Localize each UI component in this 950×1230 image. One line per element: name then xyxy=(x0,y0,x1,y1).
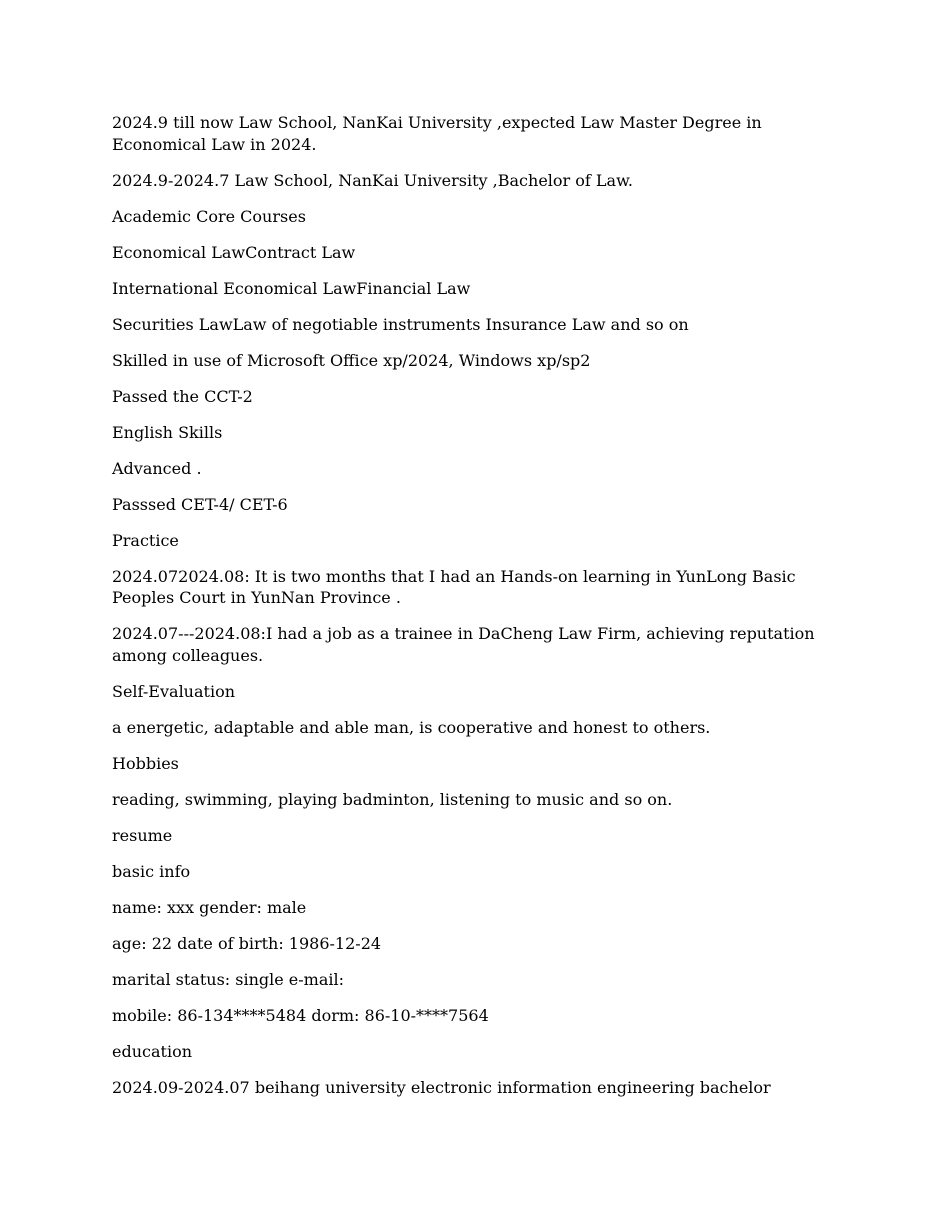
education-current: 2024.9 till now Law School, NanKai University ,expected Law Master Degree in Economical Law in 2024. xyxy=(112,113,762,154)
hobbies-text: reading, swimming, playing badminton, listening to music and so on. xyxy=(112,789,673,809)
basic-info-line: age: 22 date of birth: 1986-12-24 xyxy=(112,933,382,953)
basic-info-line: name: xxx gender: male xyxy=(112,897,307,917)
practice-item: 2024.072024.08: It is two months that I had an Hands-on learning in YunLong Basic Peoples Court in YunNan Province . xyxy=(112,566,796,607)
section-heading-english: English Skills xyxy=(112,422,223,442)
practice-item: 2024.07---2024.08:I had a job as a trainee in DaCheng Law Firm, achieving reputation among colleagues. xyxy=(112,624,815,665)
english-cert: Passsed CET-4/ CET-6 xyxy=(112,494,288,514)
section-heading-basic-info: basic info xyxy=(112,861,191,881)
computer-cert: Passed the CCT-2 xyxy=(112,386,253,406)
section-heading-hobbies: Hobbies xyxy=(112,753,179,773)
computer-skill: Skilled in use of Microsoft Office xp/2024, Windows xp/sp2 xyxy=(112,350,591,370)
section-heading-practice: Practice xyxy=(112,530,179,550)
course-line: International Economical LawFinancial Law xyxy=(112,278,471,298)
education-line: 2024.09-2024.07 beihang university electronic information engineering bachelor xyxy=(112,1077,771,1097)
english-level: Advanced . xyxy=(112,458,202,478)
self-evaluation-text: a energetic, adaptable and able man, is cooperative and honest to others. xyxy=(112,717,711,737)
section-heading-education: education xyxy=(112,1041,192,1061)
document-page xyxy=(112,112,838,1113)
education-bachelor: 2024.9-2024.7 Law School, NanKai University ,Bachelor of Law. xyxy=(112,170,633,190)
resume-title: resume xyxy=(112,825,173,845)
basic-info-line: mobile: 86-134****5484 dorm: 86-10-****7564 xyxy=(112,1005,489,1025)
course-line: Economical LawContract Law xyxy=(112,242,356,262)
basic-info-line: marital status: single e-mail: xyxy=(112,969,345,989)
course-line: Securities LawLaw of negotiable instruments Insurance Law and so on xyxy=(112,314,689,334)
section-heading-self-evaluation: Self-Evaluation xyxy=(112,681,236,701)
section-heading-courses: Academic Core Courses xyxy=(112,206,306,226)
